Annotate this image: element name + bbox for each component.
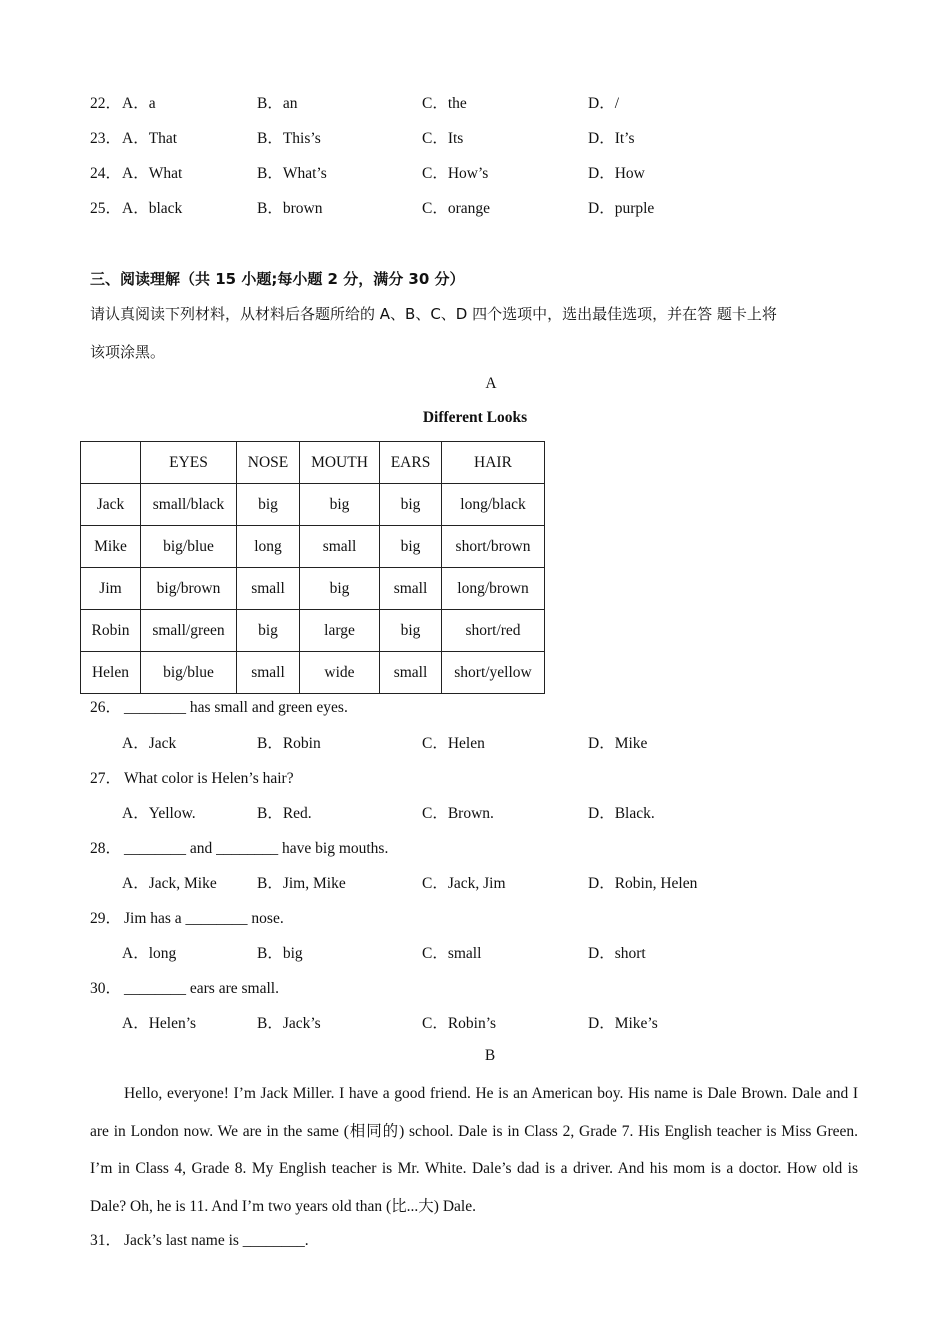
option-a: A．long [122, 945, 177, 962]
option-c: C．Helen [422, 735, 485, 752]
option-c: C．the [422, 95, 467, 112]
table-cell: small/black [141, 484, 237, 526]
question-number: 27． [90, 770, 122, 787]
table-cell: big [380, 484, 442, 526]
option-d: D．short [588, 945, 646, 962]
option-b: B．What’s [257, 165, 327, 182]
table-row [81, 568, 545, 610]
table-cell: big/blue [141, 652, 237, 694]
option-a: A．Helen’s [122, 1015, 197, 1032]
option-a: A．That [122, 130, 178, 147]
table-cell: small/green [141, 610, 237, 652]
table-cell: Jack [81, 484, 141, 526]
table-cell: short/yellow [442, 652, 545, 694]
table-header-row [81, 442, 545, 484]
table-cell: big [380, 610, 442, 652]
option-a: A．Jack [122, 735, 177, 752]
looks-table [80, 441, 545, 694]
table-cell: wide [300, 652, 380, 694]
question-text: Jim has a ________ nose. [124, 910, 284, 927]
option-d: D．Mike’s [588, 1015, 658, 1032]
table-cell: big/blue [141, 526, 237, 568]
question-28-options [0, 872, 950, 896]
question-text: ________ and ________ have big mouths. [124, 840, 389, 857]
option-c: C．small [422, 945, 482, 962]
passage-a-label: A [485, 375, 497, 392]
table-cell: big/brown [141, 568, 237, 610]
option-c: C．How’s [422, 165, 489, 182]
option-d: D．Mike [588, 735, 648, 752]
passage-b-paragraph: Hello, everyone! I’m Jack Miller. I have a good friend. He is an American boy. His name is Dale Brown. Dale and I are in London now. We are in the same (相同的) school. Dale is in Class 2, Grade 7. His English teacher is Miss Green. I’m in Class 4, Grade 8. My English teacher is Mr. White. Dale’s dad is a driver. And his mom is a doctor. How old is Dale? Oh, he is 11. And I’m two years old than (比...大) Dale. [90, 1085, 858, 1215]
question-number: 26． [90, 699, 122, 716]
table-cell: small [380, 568, 442, 610]
table-header-cell: HAIR [442, 442, 545, 484]
question-text: ________ has small and green eyes. [124, 699, 348, 716]
question-number: 24． [90, 165, 122, 182]
question-number: 28． [90, 840, 122, 857]
table-header-cell: MOUTH [300, 442, 380, 484]
option-d: D．It’s [588, 130, 635, 147]
option-a: A．Yellow. [122, 805, 196, 822]
option-d: D．Robin, Helen [588, 875, 698, 892]
table-cell: Jim [81, 568, 141, 610]
option-c: C．Jack, Jim [422, 875, 506, 892]
question-30-options [0, 1012, 950, 1036]
table-header-cell [81, 442, 141, 484]
table-cell: small [380, 652, 442, 694]
table-header-cell: EYES [141, 442, 237, 484]
option-b: B．Red. [257, 805, 312, 822]
question-27-stem [0, 767, 950, 791]
question-number: 31． [90, 1232, 122, 1249]
option-b: B．an [257, 95, 298, 112]
option-d: D．Black. [588, 805, 655, 822]
question-text: What color is Helen’s hair? [124, 770, 294, 787]
table-cell: small [237, 568, 300, 610]
question-29-options [0, 942, 950, 966]
section-instruction: 请认真阅读下列材料，从材料后各题所给的 A、B、C、D 四个选项中，选出最佳选项，并在答 题卡上将 [90, 305, 777, 323]
question-30-stem [0, 977, 950, 1001]
question-24-options [0, 162, 950, 186]
table-cell: small [300, 526, 380, 568]
table-cell: big [300, 484, 380, 526]
question-number: 25． [90, 200, 122, 217]
option-b: B．Robin [257, 735, 321, 752]
table-cell: small [237, 652, 300, 694]
table-cell: big [237, 610, 300, 652]
option-b: B．brown [257, 200, 323, 217]
option-c: C．orange [422, 200, 491, 217]
table-cell: big [300, 568, 380, 610]
option-c: C．Its [422, 130, 464, 147]
question-number: 23． [90, 130, 122, 147]
question-text: ________ ears are small. [124, 980, 279, 997]
option-a: A．What [122, 165, 183, 182]
question-number: 22． [90, 95, 122, 112]
question-number: 29． [90, 910, 122, 927]
table-cell: big [380, 526, 442, 568]
table-cell: short/brown [442, 526, 545, 568]
option-a: A．a [122, 95, 156, 112]
table-cell: long/brown [442, 568, 545, 610]
option-a: A．black [122, 200, 183, 217]
table-cell: large [300, 610, 380, 652]
option-d: D．purple [588, 200, 655, 217]
question-number: 30． [90, 980, 122, 997]
table-cell: long/black [442, 484, 545, 526]
section-instruction-cont: 该项涂黑。 [90, 343, 166, 361]
question-27-options [0, 802, 950, 826]
question-31-stem [0, 1229, 950, 1253]
table-row [81, 484, 545, 526]
option-d: D．How [588, 165, 645, 182]
question-26-stem [0, 696, 950, 720]
table-header-cell: NOSE [237, 442, 300, 484]
table-header-cell: EARS [380, 442, 442, 484]
table-row [81, 610, 545, 652]
section-heading: 三、阅读理解（共 15 小题;每小题 2 分，满分 30 分） [90, 270, 465, 288]
option-c: C．Brown. [422, 805, 494, 822]
option-b: B．Jack’s [257, 1015, 321, 1032]
table-cell: short/red [442, 610, 545, 652]
option-c: C．Robin’s [422, 1015, 497, 1032]
table-row [81, 526, 545, 568]
passage-b-label: B [484, 1047, 496, 1064]
question-23-options [0, 127, 950, 151]
option-b: B．This’s [257, 130, 321, 147]
option-a: A．Jack, Mike [122, 875, 217, 892]
passage-a-title: Different Looks [422, 409, 528, 426]
table-cell: Robin [81, 610, 141, 652]
question-29-stem [0, 907, 950, 931]
question-26-options [0, 732, 950, 756]
option-b: B．big [257, 945, 303, 962]
table-cell: Helen [81, 652, 141, 694]
question-22-options [0, 92, 950, 116]
table-cell: Mike [81, 526, 141, 568]
table-row [81, 652, 545, 694]
question-28-stem [0, 837, 950, 861]
question-text: Jack’s last name is ________. [124, 1232, 309, 1249]
option-b: B．Jim, Mike [257, 875, 346, 892]
question-25-options [0, 197, 950, 221]
table-cell: big [237, 484, 300, 526]
option-d: D．/ [588, 95, 620, 112]
table-cell: long [237, 526, 300, 568]
